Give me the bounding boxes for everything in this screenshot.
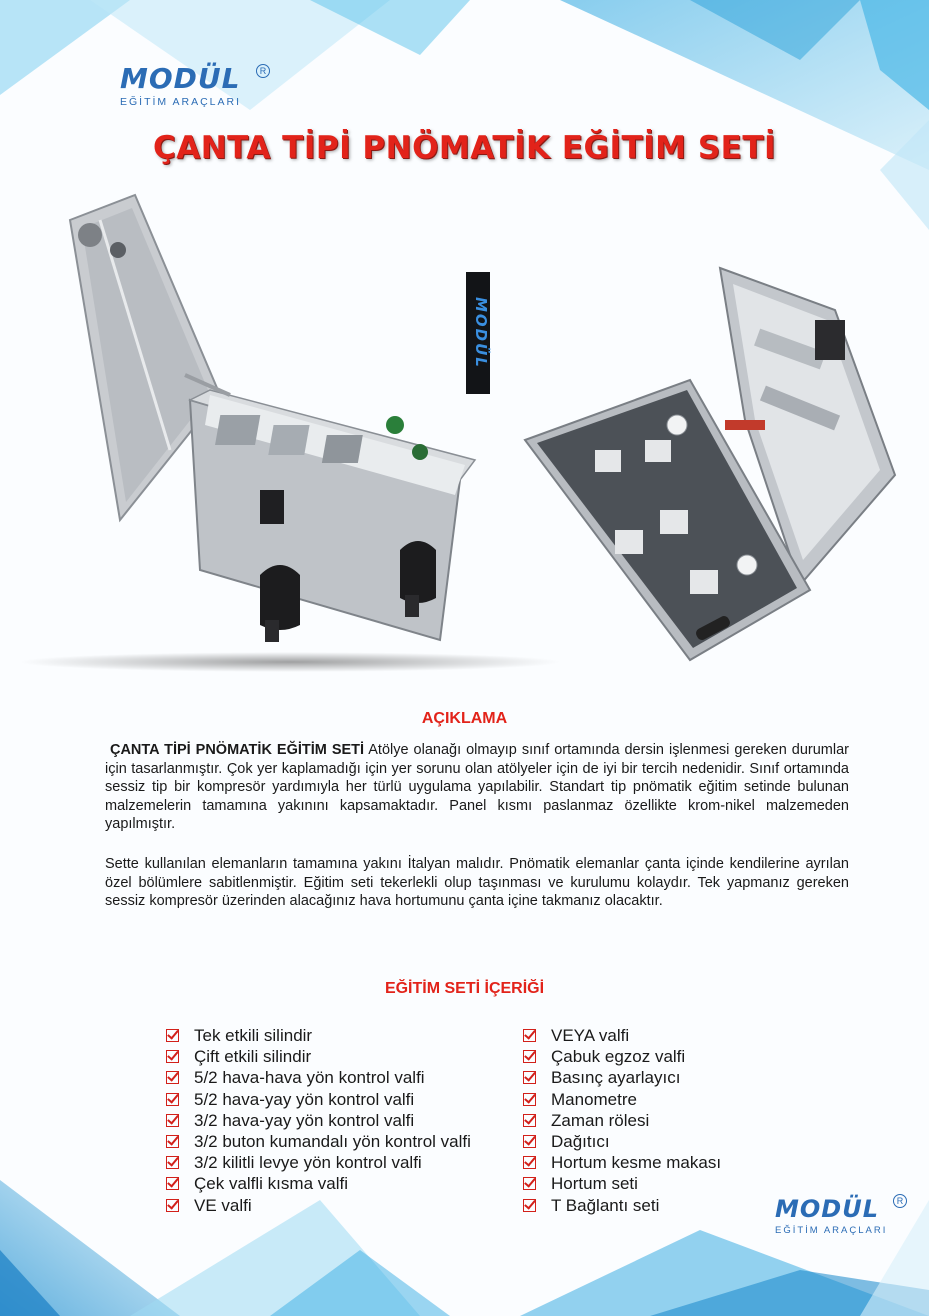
checkbox-checked-icon — [166, 1199, 179, 1212]
list-item — [523, 1089, 721, 1110]
list-item — [523, 1152, 721, 1173]
brand-logo-top — [120, 64, 270, 112]
list-item — [523, 1067, 721, 1088]
logo-wordmark: MODÜL — [120, 62, 241, 95]
contents-list-left — [166, 1025, 471, 1216]
list-item — [166, 1195, 471, 1216]
list-item-label: Manometre — [551, 1089, 637, 1109]
list-item-label: 3/2 hava-yay yön kontrol valfi — [194, 1110, 415, 1130]
checkbox-checked-icon — [166, 1135, 179, 1148]
registered-mark-icon: R — [256, 64, 270, 78]
checkbox-checked-icon — [166, 1177, 179, 1190]
list-item-label: Basınç ayarlayıcı — [551, 1068, 681, 1088]
product-photo-case-wheeled — [60, 190, 490, 660]
list-item-label: Çift etkili silindir — [194, 1047, 312, 1067]
description-body-1: Atölye olanağı olmayıp sınıf ortamında dersin işlenmesi gereken durumlar için tasarlanmıştır. Çok yer kaplamadığı için yer sorunu olan atölyeler için de iyi bir tercih nedenidir. Sınıf ortamında sessiz tip bir kompresör yardımıyla her türlü uygulama yapılabilir. Standart tip pnömatik eğitim setinde bulunan malzemelerin tamamına yakınını kapsamaktadır. Panel kısmı paslanmaz özellikte krom-nikel malzemeden yapılmıştır. — [105, 742, 849, 832]
page-title: ÇANTA TİPİ PNÖMATİK EĞİTİM SETİ — [152, 130, 777, 166]
checkbox-checked-icon — [523, 1029, 536, 1042]
list-item — [523, 1173, 721, 1194]
logo-wordmark: MODÜL — [775, 1195, 879, 1223]
description-paragraph-1 — [105, 741, 849, 834]
checkbox-checked-icon — [166, 1029, 179, 1042]
description-heading: AÇIKLAMA — [421, 710, 508, 727]
checkbox-checked-icon — [523, 1050, 536, 1063]
list-item — [523, 1131, 721, 1152]
list-item-label: Çek valfli kısma valfi — [194, 1174, 348, 1194]
contents-list-right — [523, 1025, 721, 1216]
list-item-label: Hortum seti — [551, 1174, 638, 1194]
list-item-label: Dağıtıcı — [551, 1132, 610, 1152]
checkbox-checked-icon — [523, 1071, 536, 1084]
checkbox-checked-icon — [166, 1114, 179, 1127]
list-item — [166, 1046, 471, 1067]
list-item-label: T Bağlantı seti — [551, 1195, 660, 1215]
product-photo-case-open — [515, 260, 905, 680]
list-item-label: Çabuk egzoz valfi — [551, 1047, 686, 1067]
checkbox-checked-icon — [523, 1199, 536, 1212]
list-item-label: VE valfi — [194, 1195, 252, 1215]
description-lead: ÇANTA TİPİ PNÖMATİK EĞİTİM SETİ — [109, 742, 365, 758]
contents-heading: EĞİTİM SETİ İÇERİĞİ — [384, 980, 545, 997]
list-item-label: Tek etkili silindir — [194, 1026, 313, 1045]
list-item-label: Zaman rölesi — [551, 1110, 650, 1130]
logo-subtitle: EĞİTİM ARAÇLARI — [775, 1225, 888, 1236]
list-item — [166, 1067, 471, 1088]
list-item — [523, 1046, 721, 1067]
checkbox-checked-icon — [523, 1114, 536, 1127]
checkbox-checked-icon — [523, 1156, 536, 1169]
list-item — [166, 1089, 471, 1110]
list-item — [523, 1110, 721, 1131]
list-item — [166, 1152, 471, 1173]
list-item — [166, 1110, 471, 1131]
description-paragraph-2: Sette kullanılan elemanların tamamına yakını İtalyan malıdır. Pnömatik elemanlar çanta içinde kendilerine ayrılan özel bölümlere sabitlenmiştir. Eğitim seti tekerlekli olup taşınması ve kurulumu kolaydır. Tek yapmanız gereken sessiz kompresör üzerinden alacağınız hava hortumunu çanta içine takmanız olacaktır. — [105, 856, 849, 909]
list-item-label: Hortum kesme makası — [551, 1153, 722, 1173]
logo-subtitle: EĞİTİM ARAÇLARI — [120, 96, 242, 108]
list-item — [166, 1173, 471, 1194]
checkbox-checked-icon — [166, 1071, 179, 1084]
list-item — [523, 1195, 721, 1216]
checkbox-checked-icon — [523, 1177, 536, 1190]
list-item — [166, 1131, 471, 1152]
checkbox-checked-icon — [523, 1135, 536, 1148]
brand-logo-bottom — [775, 1196, 905, 1242]
list-item-label: 3/2 buton kumandalı yön kontrol valfi — [194, 1132, 471, 1152]
checkbox-checked-icon — [166, 1093, 179, 1106]
checkbox-checked-icon — [166, 1156, 179, 1169]
registered-mark-icon: R — [893, 1194, 907, 1208]
brand-tag-text: MODÜL — [472, 297, 490, 369]
list-item-label: 5/2 hava-hava yön kontrol valfi — [194, 1068, 425, 1088]
list-item-label: 5/2 hava-yay yön kontrol valfi — [194, 1089, 415, 1109]
brand-tag-vertical — [466, 272, 490, 394]
list-item-label: VEYA valfi — [551, 1026, 630, 1045]
list-item — [166, 1025, 471, 1046]
checkbox-checked-icon — [166, 1050, 179, 1063]
list-item-label: 3/2 kilitli levye yön kontrol valfi — [194, 1153, 422, 1173]
checkbox-checked-icon — [523, 1093, 536, 1106]
list-item — [523, 1025, 721, 1046]
